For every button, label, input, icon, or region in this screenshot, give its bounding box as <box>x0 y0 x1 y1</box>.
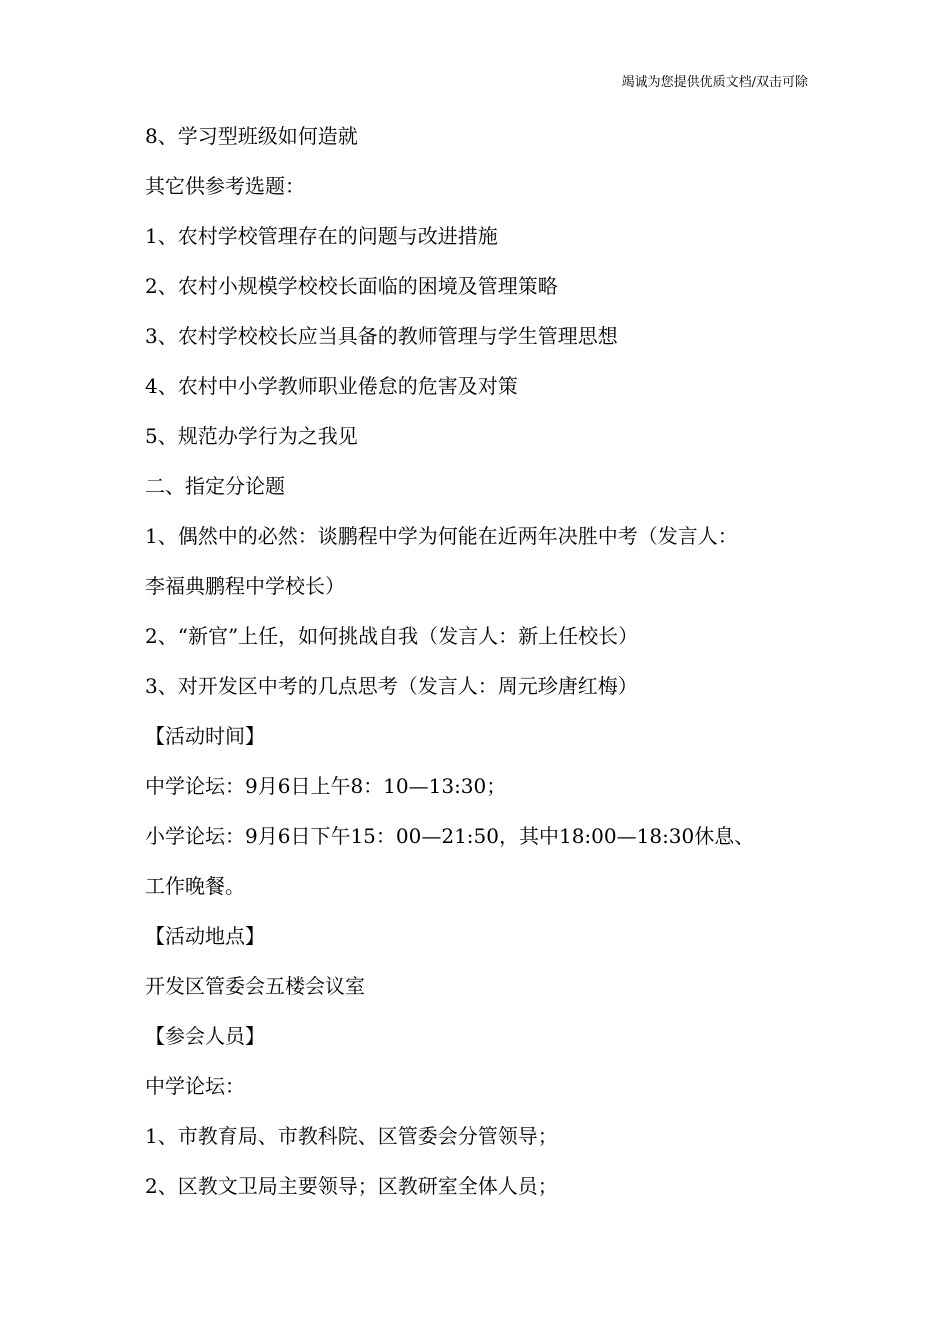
middle-school-forum-attendees-heading: 中学论坛： <box>145 1074 245 1098</box>
middle-school-forum-time: 中学论坛：9月6日上午8：10—13:30； <box>145 774 507 798</box>
activity-time-heading: 【活动时间】 <box>145 724 265 748</box>
assigned-topic-3: 3、对开发区中考的几点思考（发言人：周元珍唐红梅） <box>145 674 638 698</box>
other-topic-4: 4、农村中小学教师职业倦怠的危害及对策 <box>145 374 518 398</box>
primary-school-forum-time-continued: 工作晚餐。 <box>145 874 245 898</box>
attendees-heading: 【参会人员】 <box>145 1024 265 1048</box>
other-topics-heading: 其它供参考选题： <box>145 174 305 198</box>
other-topic-5: 5、规范办学行为之我见 <box>145 424 358 448</box>
other-topic-2: 2、农村小规模学校校长面临的困境及管理策略 <box>145 274 558 298</box>
assigned-topic-1-continued: 李福典鹏程中学校长） <box>145 574 345 598</box>
other-topic-1: 1、农村学校管理存在的问题与改进措施 <box>145 224 498 248</box>
header-note: 竭诚为您提供优质文档/双击可除 <box>621 75 808 90</box>
activity-location: 开发区管委会五楼会议室 <box>145 974 365 998</box>
assigned-topic-2: 2、“新官”上任，如何挑战自我（发言人：新上任校长） <box>145 624 639 648</box>
document-body <box>145 117 825 1217</box>
activity-location-heading: 【活动地点】 <box>145 924 265 948</box>
section-heading-assigned-topics: 二、指定分论题 <box>145 474 285 498</box>
attendee-item-2: 2、区教文卫局主要领导；区教研室全体人员； <box>145 1174 558 1198</box>
assigned-topic-1: 1、偶然中的必然：谈鹏程中学为何能在近两年决胜中考（发言人： <box>145 524 738 548</box>
topic-8: 8、学习型班级如何造就 <box>145 124 358 148</box>
primary-school-forum-time: 小学论坛：9月6日下午15：00—21:50，其中18:00—18:30休息、 <box>145 824 755 848</box>
attendee-item-1: 1、市教育局、市教科院、区管委会分管领导； <box>145 1124 558 1148</box>
other-topic-3: 3、农村学校校长应当具备的教师管理与学生管理思想 <box>145 324 618 348</box>
